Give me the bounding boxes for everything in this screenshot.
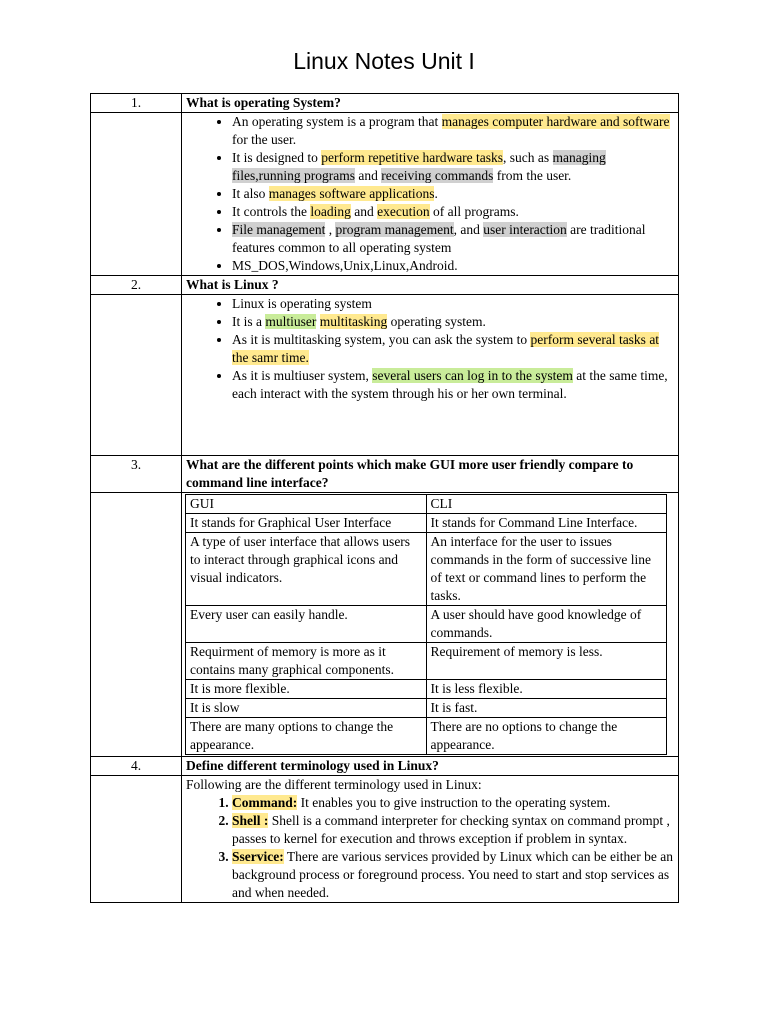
table-cell: Every user can easily handle.: [186, 606, 427, 643]
answer-cell: [182, 295, 679, 456]
answer-cell: [182, 113, 679, 276]
table-row: [186, 680, 667, 699]
table-cell: It is less flexible.: [426, 680, 667, 699]
question-number: 2.: [91, 276, 182, 295]
table-cell: A user should have good knowledge of commands.: [426, 606, 667, 643]
table-row: [186, 718, 667, 755]
list-item: • As it is multitasking system, you can ask the system to perform several tasks at the samr time.: [232, 331, 674, 367]
table-row: [186, 514, 667, 533]
answer-row-3: [91, 493, 679, 757]
question-text: What is Linux ?: [182, 276, 679, 295]
list-item: • It is designed to perform repetitive hardware tasks, such as managing files,running programs and receiving commands from the user.: [232, 149, 674, 185]
intro-text: Following are the different terminology used in Linux:: [186, 777, 482, 792]
answer-row-2: [91, 295, 679, 456]
column-header-gui: GUI: [186, 495, 427, 514]
list-item: • MS_DOS,Windows,Unix,Linux,Android.: [232, 257, 674, 275]
list-item: 1. Command: It enables you to give instruction to the operating system.: [232, 794, 674, 812]
table-cell: Requirement of memory is less.: [426, 643, 667, 680]
question-number: 4.: [91, 757, 182, 776]
table-cell: It is slow: [186, 699, 427, 718]
table-cell: There are no options to change the appearance.: [426, 718, 667, 755]
question-row-3: [91, 456, 679, 493]
table-row: [186, 699, 667, 718]
answer-row-1: [91, 113, 679, 276]
list-item: • As it is multiuser system, several users can log in to the system at the same time, each interact with the system through his or her own terminal.: [232, 367, 674, 403]
question-row-4: [91, 757, 679, 776]
term: Sservice:: [232, 849, 284, 864]
list-item: • An operating system is a program that manages computer hardware and software for the user.: [232, 113, 674, 149]
table-row: [186, 606, 667, 643]
table-cell: An interface for the user to issues commands in the form of successive line of text or command lines to perform the tasks.: [426, 533, 667, 606]
table-cell: It stands for Command Line Interface.: [426, 514, 667, 533]
table-header-row: [186, 495, 667, 514]
gui-cli-comparison-table: [185, 494, 667, 755]
answer-row-4: [91, 776, 679, 903]
term: Shell :: [232, 813, 269, 828]
question-row-2: [91, 276, 679, 295]
question-number: 3.: [91, 456, 182, 493]
question-row-1: [91, 94, 679, 113]
table-cell: A type of user interface that allows users to interact through graphical icons and visual indicators.: [186, 533, 427, 606]
list-item: 3. Sservice: There are various services provided by Linux which can be either be an background process or foreground process. You need to start and stop services as and when needed.: [232, 848, 674, 902]
answer-cell: [182, 776, 679, 903]
numbered-list: [186, 794, 674, 902]
answer-cell: [182, 493, 679, 757]
list-item: • File management , program management, and user interaction are traditional features common to all operating system: [232, 221, 674, 257]
table-cell: It is more flexible.: [186, 680, 427, 699]
list-item: 2. Shell : Shell is a command interpreter for checking syntax on command prompt , passes to kernel for execution and throws exception if problem in syntax.: [232, 812, 674, 848]
bullet-list: [186, 113, 674, 275]
table-cell: It stands for Graphical User Interface: [186, 514, 427, 533]
question-text: Define different terminology used in Linux?: [182, 757, 679, 776]
bullet-list: [186, 295, 674, 403]
column-header-cli: CLI: [426, 495, 667, 514]
question-number: 1.: [91, 94, 182, 113]
table-cell: There are many options to change the appearance.: [186, 718, 427, 755]
list-item: • It is a multiuser multitasking operating system.: [232, 313, 674, 331]
table-cell: It is fast.: [426, 699, 667, 718]
table-row: [186, 533, 667, 606]
notes-table: [90, 93, 679, 903]
document-title: Linux Notes Unit I: [293, 48, 475, 74]
term: Command:: [232, 795, 298, 810]
question-text: What are the different points which make GUI more user friendly compare to command line interface?: [182, 456, 679, 493]
table-cell: Requirment of memory is more as it contains many graphical components.: [186, 643, 427, 680]
question-text: What is operating System?: [182, 94, 679, 113]
list-item: • It controls the loading and execution of all programs.: [232, 203, 674, 221]
list-item: • It also manages software applications.: [232, 185, 674, 203]
table-row: [186, 643, 667, 680]
list-item: • Linux is operating system: [232, 295, 674, 313]
